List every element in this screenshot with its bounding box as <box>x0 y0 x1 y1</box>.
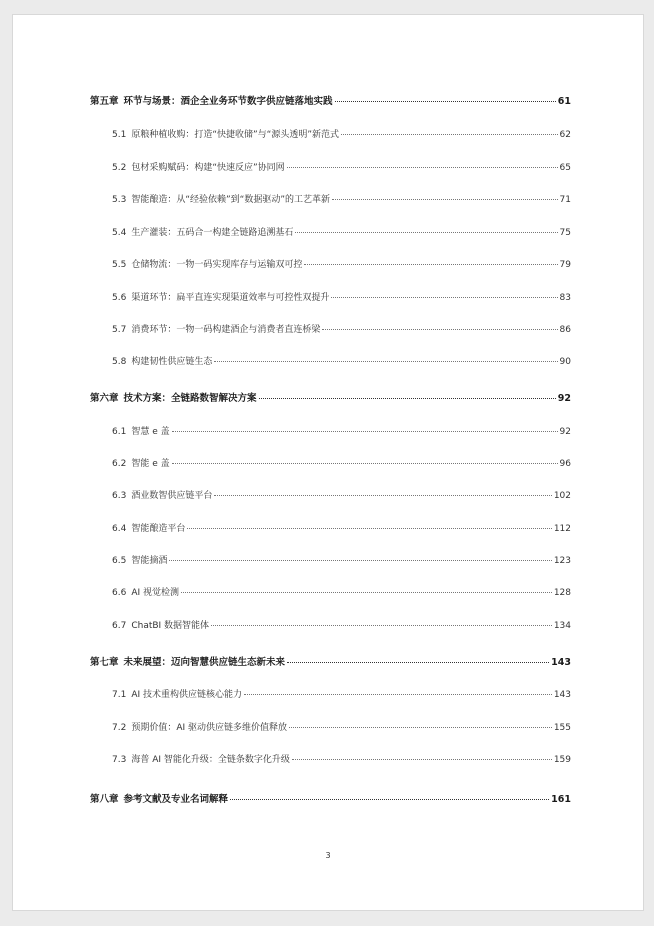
toc-entry-page: 86 <box>559 325 571 335</box>
dot-leader <box>322 329 557 330</box>
toc-entry-page: 65 <box>559 163 571 173</box>
toc-chapter-entry[interactable] <box>90 794 571 806</box>
toc-entry-number: 5.8 <box>112 357 127 367</box>
toc-section-entry[interactable] <box>112 555 571 567</box>
toc-entry-title: 智能摘酒 <box>131 556 168 566</box>
toc-entry-title: 仓储物流：一物一码实现库存与运输双可控 <box>131 260 303 270</box>
toc-entry-number: 第五章 <box>90 96 119 107</box>
dot-leader <box>172 431 558 432</box>
toc-entry-title: 智能酿造平台 <box>131 524 186 534</box>
toc-entry-page: 92 <box>557 393 571 404</box>
toc-section-entry[interactable] <box>112 292 571 304</box>
toc-entry-page: 159 <box>553 755 571 765</box>
dot-leader <box>331 297 557 298</box>
toc-entry-number: 5.3 <box>112 195 127 205</box>
dot-leader <box>335 101 556 102</box>
toc-section-entry[interactable] <box>112 587 571 599</box>
toc-entry-title: 消费环节：一物一码构建酒企与消费者直连桥梁 <box>131 325 321 335</box>
toc-entry-page: 155 <box>553 723 571 733</box>
toc-entry-number: 5.4 <box>112 228 127 238</box>
toc-entry-number: 第八章 <box>90 794 119 805</box>
toc-entry-title: 参考文献及专业名词解释 <box>123 794 229 805</box>
toc-entry-page: 92 <box>559 427 571 437</box>
toc-entry-number: 5.6 <box>112 293 127 303</box>
toc-entry-title: 渠道环节：扁平直连实现渠道效率与可控性双提升 <box>131 293 330 303</box>
toc-entry-title: 包材采购赋码：构建“快速反应”协同网 <box>131 163 285 173</box>
dot-leader <box>289 727 552 728</box>
toc-section-entry[interactable] <box>112 620 571 632</box>
toc-entry-page: 134 <box>553 621 571 631</box>
toc-section-entry[interactable] <box>112 722 571 734</box>
toc-section-entry[interactable] <box>112 689 571 701</box>
toc-entry-page: 143 <box>551 657 571 668</box>
toc-entry-page: 79 <box>559 260 571 270</box>
dot-leader <box>332 199 558 200</box>
toc-entry-title: 环节与场景：酒企全业务环节数字供应链落地实践 <box>123 96 333 107</box>
toc-section-entry[interactable] <box>112 227 571 239</box>
toc-section-entry[interactable] <box>112 458 571 470</box>
toc-entry-number: 7.3 <box>112 755 127 765</box>
toc-entry-page: 128 <box>553 588 571 598</box>
toc-entry-number: 5.2 <box>112 163 127 173</box>
toc-section-entry[interactable] <box>112 754 571 766</box>
toc-entry-title: AI 视觉检测 <box>131 588 180 598</box>
toc-entry-number: 第六章 <box>90 393 119 404</box>
toc-chapter-entry[interactable] <box>90 657 571 669</box>
dot-leader <box>244 694 552 695</box>
page-number: 3 <box>325 851 331 860</box>
toc-entry-page: 75 <box>559 228 571 238</box>
toc-chapter-entry[interactable] <box>90 393 571 405</box>
toc-entry-page: 143 <box>553 690 571 700</box>
toc-entry-title: 构建韧性供应链生态 <box>131 357 213 367</box>
dot-leader <box>187 528 551 529</box>
toc-entry-title: 智能酿造：从“经验依赖”到“数据驱动”的工艺革新 <box>131 195 330 205</box>
toc-entry-number: 6.7 <box>112 621 127 631</box>
toc-entry-title: AI 技术重构供应链核心能力 <box>131 690 243 700</box>
toc-section-entry[interactable] <box>112 356 571 368</box>
toc-entry-number: 5.7 <box>112 325 127 335</box>
dot-leader <box>295 232 557 233</box>
toc-entry-title: 未来展望：迈向智慧供应链生态新未来 <box>123 657 286 668</box>
toc-entry-title: 原粮种植收购：打造“快捷收储”与“源头透明”新范式 <box>131 130 339 140</box>
toc-entry-title: 智慧 e 盖 <box>131 427 170 437</box>
toc-entry-number: 6.3 <box>112 491 127 501</box>
toc-section-entry[interactable] <box>112 490 571 502</box>
toc-entry-number: 7.1 <box>112 690 127 700</box>
document-page <box>12 14 644 911</box>
dot-leader <box>230 799 549 800</box>
toc-entry-number: 6.1 <box>112 427 127 437</box>
dot-leader <box>181 592 552 593</box>
toc-section-entry[interactable] <box>112 129 571 141</box>
toc-entry-title: 酒业数智供应链平台 <box>131 491 213 501</box>
toc-entry-page: 102 <box>553 491 571 501</box>
toc-entry-page: 112 <box>553 524 571 534</box>
dot-leader <box>169 560 551 561</box>
dot-leader <box>214 361 557 362</box>
toc-entry-title: 生产灌装：五码合一构建全链路追溯基石 <box>131 228 294 238</box>
toc-entry-number: 6.4 <box>112 524 127 534</box>
dot-leader <box>211 625 552 626</box>
toc-entry-number: 5.1 <box>112 130 127 140</box>
toc-entry-number: 第七章 <box>90 657 119 668</box>
toc-section-entry[interactable] <box>112 162 571 174</box>
toc-entry-title: 预期价值：AI 驱动供应链多维价值释放 <box>131 723 288 733</box>
dot-leader <box>287 662 549 663</box>
dot-leader <box>304 264 557 265</box>
toc-entry-page: 123 <box>553 556 571 566</box>
dot-leader <box>292 759 552 760</box>
toc-entry-title: 技术方案：全链路数智解决方案 <box>123 393 257 404</box>
toc-entry-title: 海普 AI 智能化升级：全链条数字化升级 <box>131 755 290 765</box>
toc-entry-number: 6.5 <box>112 556 127 566</box>
dot-leader <box>172 463 558 464</box>
toc-entry-title: ChatBI 数据智能体 <box>131 621 210 631</box>
toc-entry-page: 61 <box>557 96 571 107</box>
toc-section-entry[interactable] <box>112 194 571 206</box>
dot-leader <box>214 495 551 496</box>
toc-entry-page: 83 <box>559 293 571 303</box>
toc-entry-page: 96 <box>559 459 571 469</box>
toc-entry-page: 62 <box>559 130 571 140</box>
toc-entry-page: 90 <box>559 357 571 367</box>
toc-section-entry[interactable] <box>112 259 571 271</box>
dot-leader <box>259 398 556 399</box>
toc-entry-number: 6.2 <box>112 459 127 469</box>
dot-leader <box>341 134 558 135</box>
toc-entry-page: 161 <box>551 794 571 805</box>
toc-section-entry[interactable] <box>112 324 571 336</box>
toc-entry-number: 5.5 <box>112 260 127 270</box>
toc-section-entry[interactable] <box>112 426 571 438</box>
toc-section-entry[interactable] <box>112 523 571 535</box>
dot-leader <box>287 167 558 168</box>
toc-chapter-entry[interactable] <box>90 96 571 108</box>
toc-entry-number: 6.6 <box>112 588 127 598</box>
toc-entry-number: 7.2 <box>112 723 127 733</box>
toc-entry-title: 智能 e 盖 <box>131 459 170 469</box>
toc-entry-page: 71 <box>559 195 571 205</box>
